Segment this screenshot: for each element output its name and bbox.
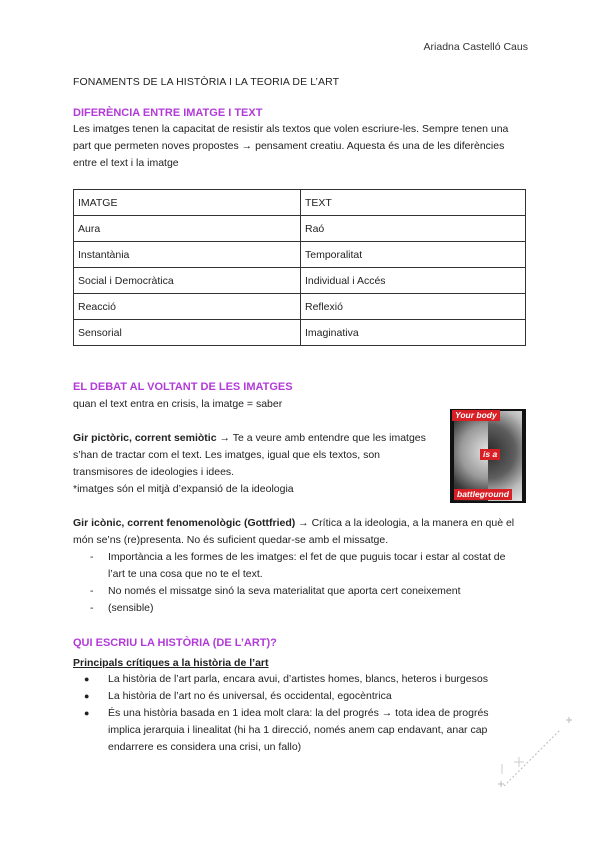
paragraph-line: part que permeten noves propostes → pensament creatiu. Aquesta és una de les diferències bbox=[73, 140, 505, 152]
list-item: ● La història de l’art parla, encara avui, d’artistes homes, blancs, heteros i burgesos bbox=[84, 671, 504, 688]
pictoric-turn-term: Gir pictòric, corrent semiòtic bbox=[73, 432, 217, 444]
table-row bbox=[74, 216, 526, 242]
iconic-turn-paragraph bbox=[73, 515, 514, 549]
paragraph-line: Les imatges tenen la capacitat de resistir als textos que volen escriure-les. Sempre tenen una bbox=[73, 123, 509, 135]
section-heading-image-text: DIFERÈNCIA ENTRE IMATGE I TEXT bbox=[73, 107, 263, 119]
comparison-table bbox=[73, 189, 526, 346]
list-item-continuation bbox=[80, 566, 505, 583]
pictoric-turn-definition: → Te a veure amb entendre que les imatges bbox=[216, 432, 426, 444]
table-row bbox=[74, 268, 526, 294]
paragraph-line: transmisores de ideologies i idees. bbox=[73, 466, 235, 478]
artwork-image bbox=[450, 409, 526, 503]
table-cell: Reacció bbox=[74, 294, 301, 320]
table-row bbox=[74, 242, 526, 268]
paragraph-line: s’han de tractar com el text. Les imatges, igual que els textos, son bbox=[73, 449, 380, 461]
scan-marks bbox=[490, 712, 580, 792]
column-header-text: TEXT bbox=[301, 190, 526, 216]
table-cell: Individual i Accés bbox=[301, 268, 526, 294]
list-item: ● És una història basada en 1 idea molt clara: la del progrés → tota idea de progrés implica jerarquia i linealitat (hi ha 1 direcció, només anem cap endavant, anar cap endarrere es considera una crisi, un fallo) bbox=[84, 705, 504, 756]
table-cell: Sensorial bbox=[74, 320, 301, 346]
table-cell: Raó bbox=[301, 216, 526, 242]
table-cell: Temporalitat bbox=[301, 242, 526, 268]
poster-caption: battleground bbox=[454, 489, 512, 500]
iconic-turn-list bbox=[80, 549, 505, 617]
pictoric-turn-paragraph bbox=[73, 430, 426, 498]
section1-paragraph bbox=[73, 121, 508, 172]
section2-intro: quan el text entra en crisis, la imatge = saber bbox=[73, 398, 283, 410]
table-cell: Social i Democràtica bbox=[74, 268, 301, 294]
paragraph-line bbox=[73, 515, 514, 532]
author-name: Ariadna Castelló Caus bbox=[423, 41, 528, 53]
table-header-row bbox=[74, 190, 526, 216]
critiques-list bbox=[84, 671, 504, 756]
section-heading-who-writes-history: QUI ESCRIU LA HISTÒRIA (DE L’ART)? bbox=[73, 637, 277, 649]
iconic-turn-definition: → Crítica a la ideologia, a la manera en què el bbox=[295, 517, 515, 529]
list-item: - Importància a les formes de les imatges: el fet de que puguis tocar i estar al costat de bbox=[80, 549, 505, 566]
iconic-turn-term: Gir icònic, corrent fenomenològic (Gottfried) bbox=[73, 517, 296, 529]
list-item: - (sensible) bbox=[80, 600, 505, 617]
paragraph-line: *imatges són el mitjà d’expansió de la ideologia bbox=[73, 483, 294, 495]
list-item: - No només el missatge sinó la seva materialitat que aporta cert coneixement bbox=[80, 583, 505, 600]
table-cell: Instantània bbox=[74, 242, 301, 268]
table-cell: Reflexió bbox=[301, 294, 526, 320]
subheading-main-critiques: Principals crítiques a la història de l’art bbox=[73, 657, 269, 669]
table-cell: Imaginativa bbox=[301, 320, 526, 346]
paragraph-line bbox=[73, 430, 426, 447]
table-row bbox=[74, 294, 526, 320]
section-heading-image-debate: EL DEBAT AL VOLTANT DE LES IMATGES bbox=[73, 381, 293, 393]
list-item: ● La història de l’art no és universal, és occidental, egocèntrica bbox=[84, 688, 504, 705]
poster-caption: is a bbox=[480, 449, 500, 460]
poster-caption: Your body bbox=[452, 410, 500, 421]
paragraph-line: entre el text i la imatge bbox=[73, 157, 179, 169]
table-cell: Aura bbox=[74, 216, 301, 242]
column-header-image: IMATGE bbox=[74, 190, 301, 216]
table-row bbox=[74, 320, 526, 346]
document-title: FONAMENTS DE LA HISTÒRIA I LA TEORIA DE L’ART bbox=[73, 76, 340, 88]
list-item-text: l’art te una cosa que no te el text. bbox=[108, 568, 263, 580]
paragraph-line: món se’ns (re)presenta. No és suficient quedar-se amb el missatge. bbox=[73, 534, 389, 546]
